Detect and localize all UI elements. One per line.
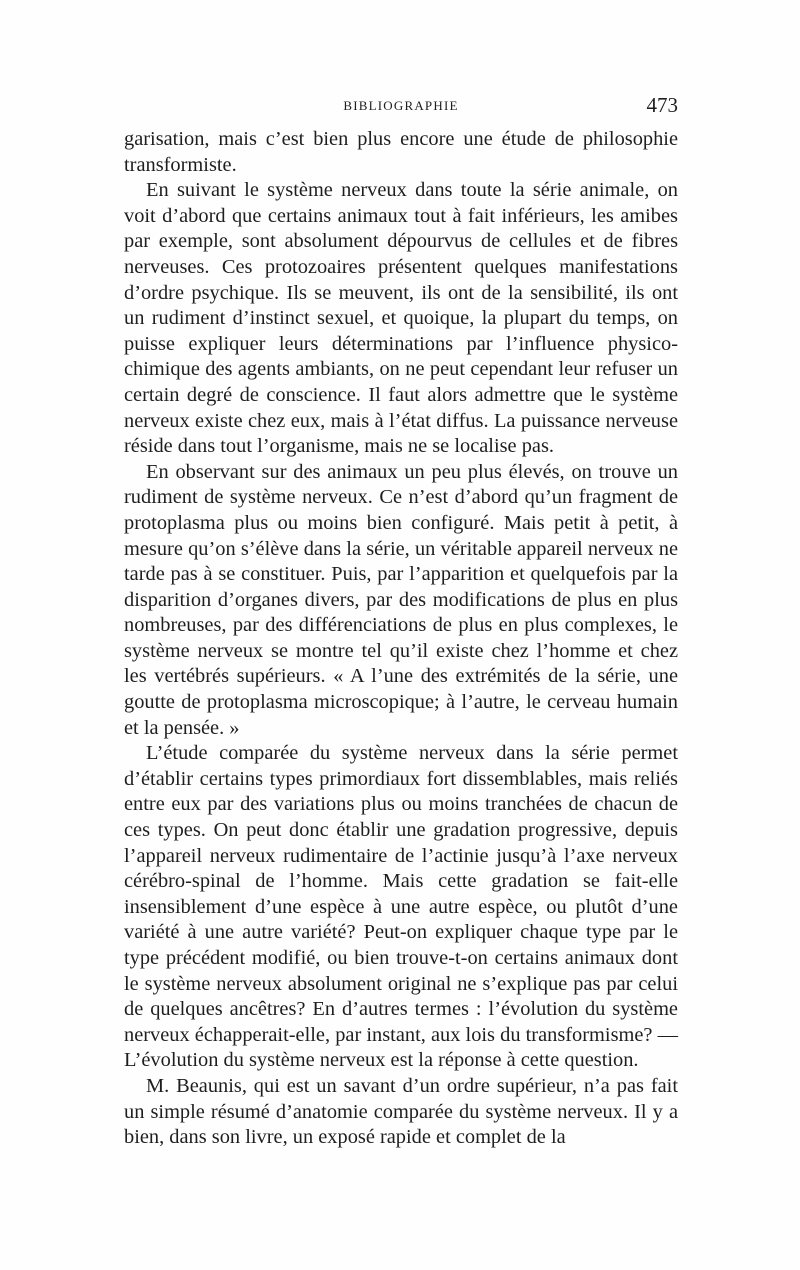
paragraph-continuation: garisation, mais c’est bien plus encore une étude de philosophie transformiste. xyxy=(124,128,678,176)
paragraph-higher-animals: En observant sur des animaux un peu plus élevés, on trouve un rudiment de système nerveux. Ce n’est d’abord qu’un fragment de protoplasma plus ou moins bien configuré. Mais petit à petit, à mesure qu’on s’élève dans la série, un véritable appareil nerveux ne tarde pas à se constituer. Puis, par l’apparition et quelquefois par la disparition d’organes divers, par des modifications de plus en plus nombreuses, par des différenciations de plus en plus complexes, le système nerveux se montre tel qu’il existe chez l’homme et chez les vertébrés supérieurs. « A l’une des extrémités de la série, une goutte de protoplasma microscopique; à l’autre, le cerveau humain et la pensée. » xyxy=(124,460,678,739)
running-head: BIBLIOGRAPHIE xyxy=(343,98,459,113)
paragraph-nervous-system-series: En suivant le système nerveux dans toute la série animale, on voit d’abord que certains animaux tout à fait inférieurs, les amibes par exemple, sont absolument dépourvus de cellules et de fibres nerveuses. Ces protozoaires présentent quelques manifestations d’ordre psychique. Ils se meuvent, ils ont de la sensibilité, ils ont un rudiment d’instinct sexuel, et quoique, la plupart du temps, on puisse expliquer leurs déterminations par l’influence physico-chimique des agents ambiants, on ne peut cependant leur refuser un certain degré de conscience. Il faut alors admettre que le système nerveux existe chez eux, mais à l’état diffus. La puissance nerveuse réside dans tout l’organisme, mais ne se localise pas. xyxy=(124,179,678,458)
paragraph-comparative-study: L’étude comparée du système nerveux dans la série permet d’établir certains types primordiaux fort dissemblables, mais reliés entre eux par des variations plus ou moins tranchées de chacun de ces types. On peut donc établir une gradation progressive, depuis l’appareil nerveux rudimentaire de l’actinie jusqu’à l’axe nerveux cérébro-spinal de l’homme. Mais cette gradation se fait-elle insensiblement d’une espèce à une autre espèce, ou plutôt d’une variété à une autre variété? Peut-on expliquer chaque type par le type précédent modifié, ou bien trouve-t-on certains animaux dont le système nerveux absolument original ne s’explique pas par celui de quelques ancêtres? En d’autres termes : l’évolution du système nerveux échapperait-elle, par instant, aux lois du transformisme? — L’évolution du système nerveux est la réponse à cette question. xyxy=(124,742,678,1072)
body-text xyxy=(124,127,678,1151)
page-number: 473 xyxy=(646,93,678,117)
paragraph-beaunis: M. Beaunis, qui est un savant d’un ordre supérieur, n’a pas fait un simple résumé d’anatomie comparée du système nerveux. Il y a bien, dans son livre, un exposé rapide et complet de la xyxy=(124,1074,678,1149)
page-header xyxy=(124,93,678,117)
